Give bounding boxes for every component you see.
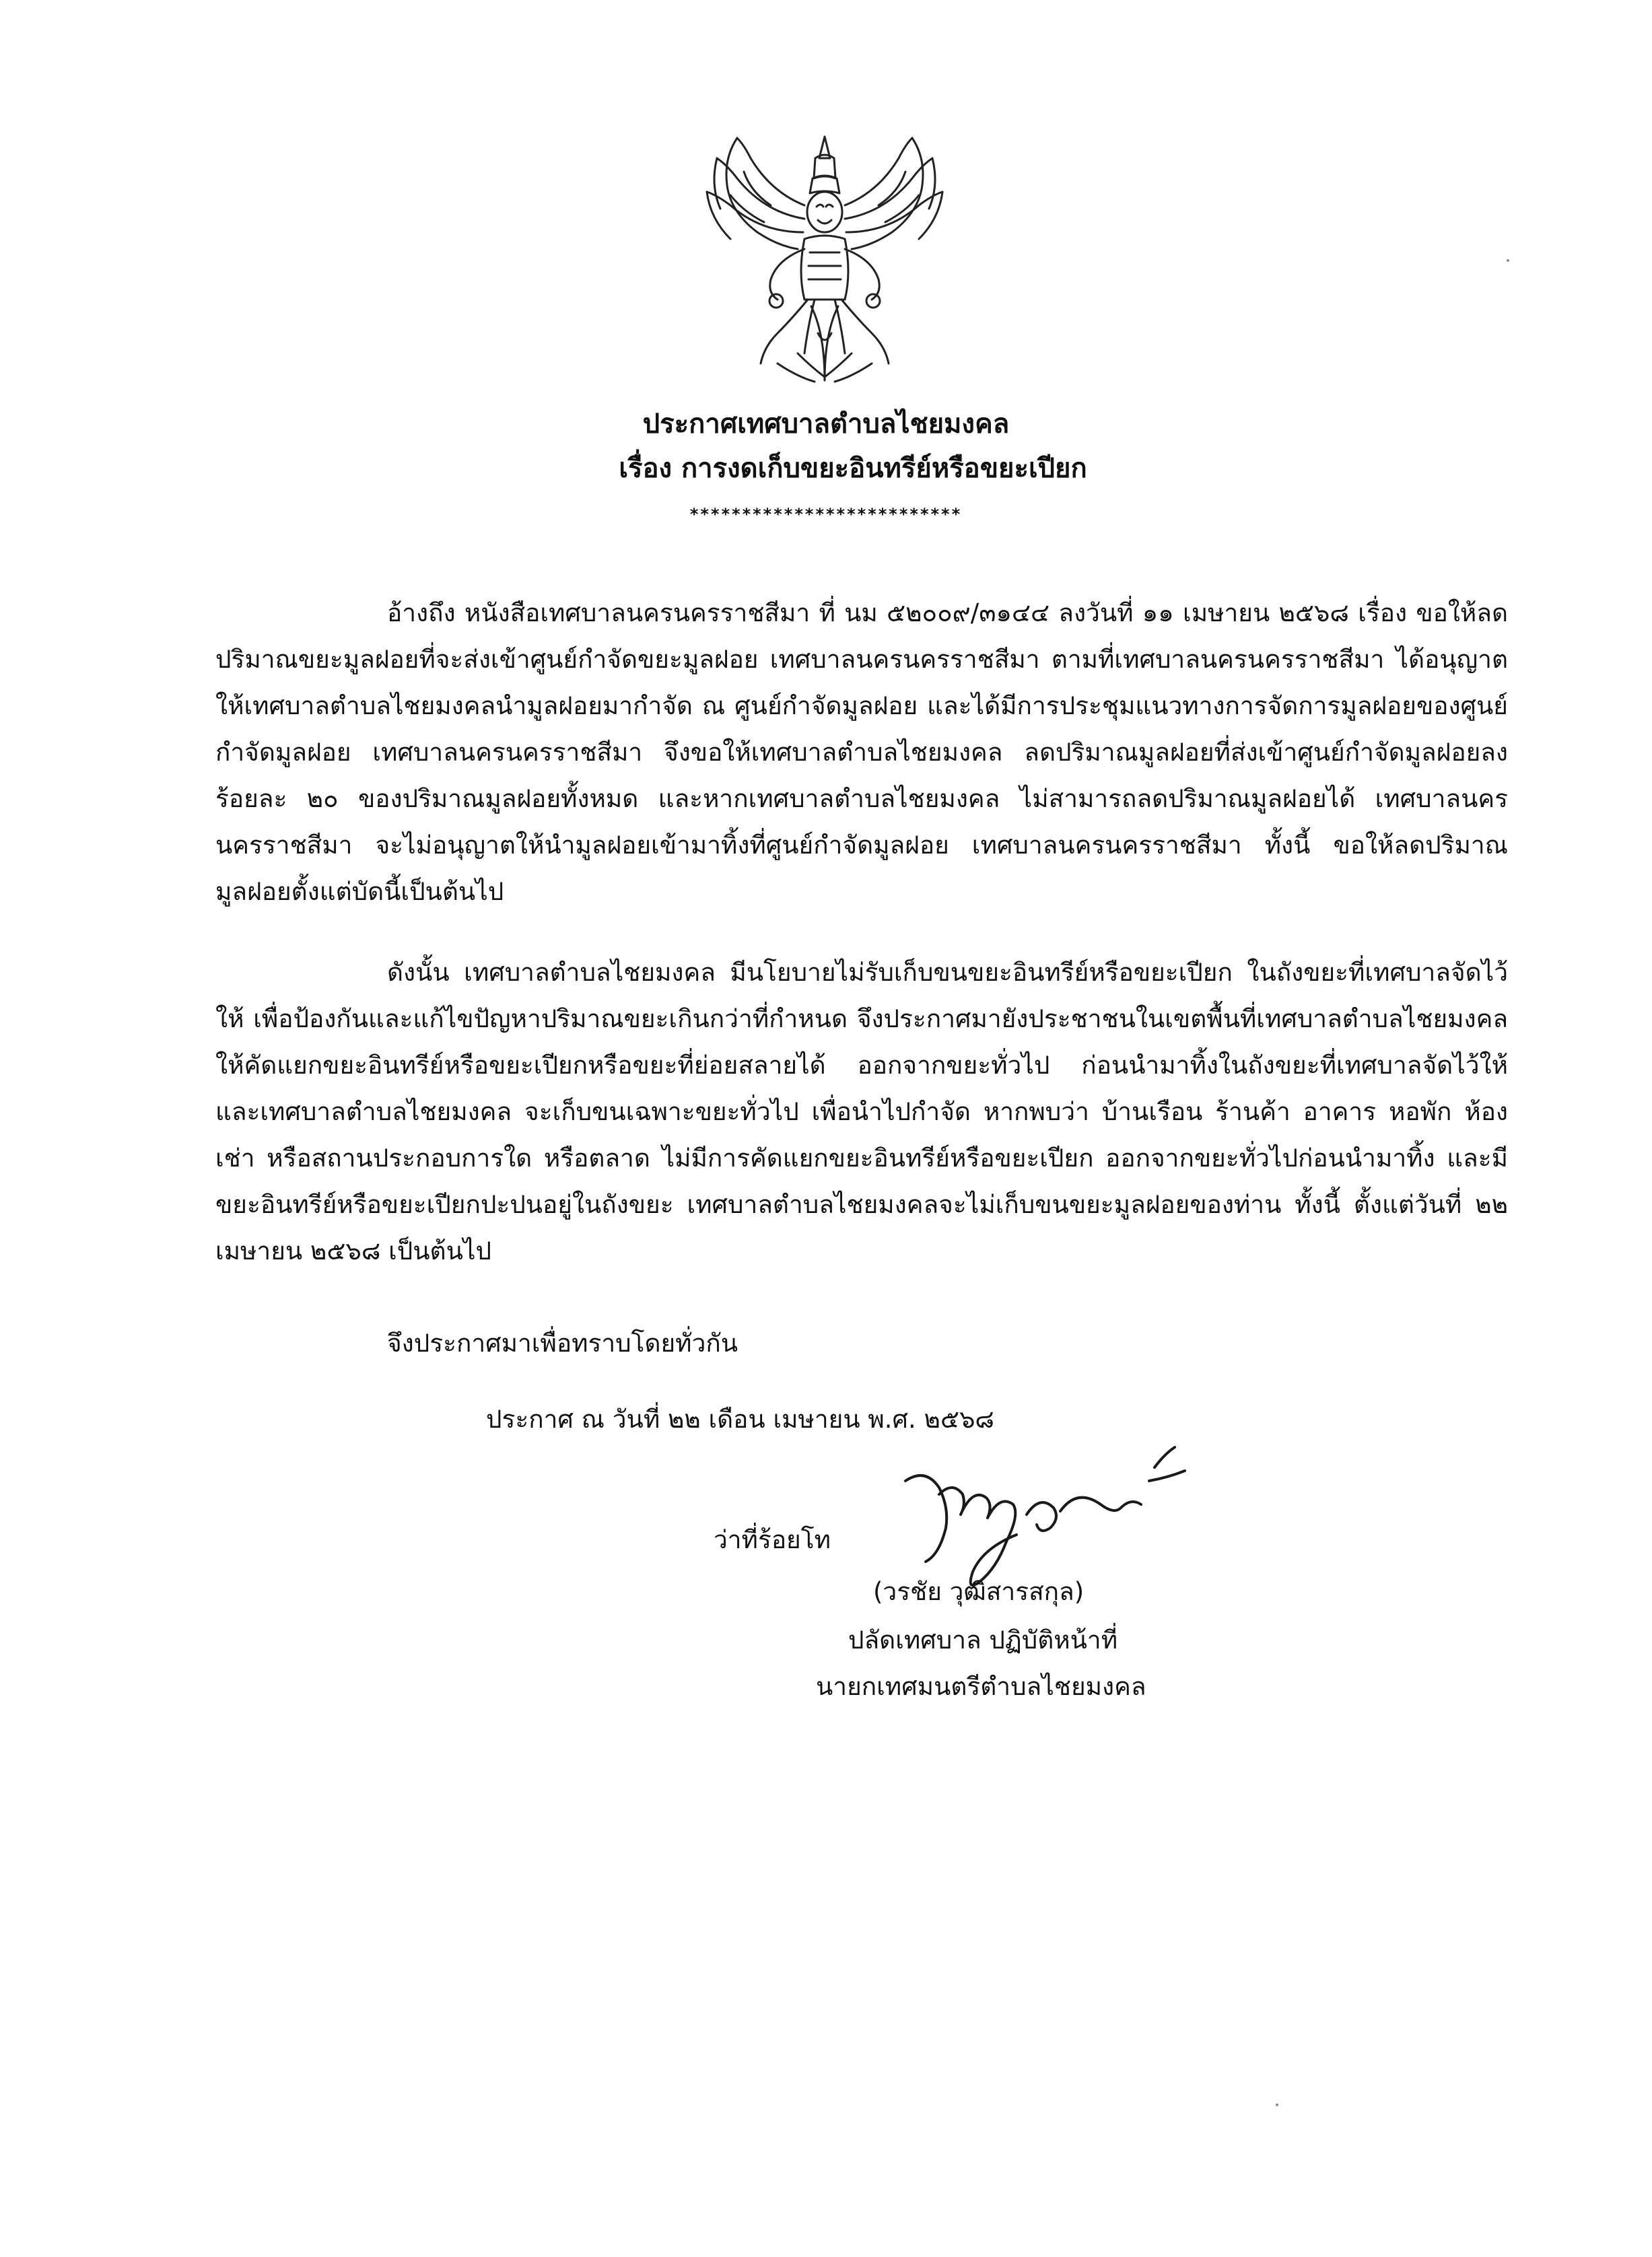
handwritten-signature-icon [899,1440,1188,1595]
body-paragraph-policy: ดังนั้น เทศบาลตำบลไชยมงคล มีนโยบายไม่รับเก็บขนขยะอินทรีย์หรือขยะเปียก ในถังขยะที่เทศบาลจัดไว้ให้ เพื่อป้องกันและแก้ไขปัญหาปริมาณขยะเกินกว่าที่กำหนด จึงประกาศมายังประชาชนในเขตพื้นที่เทศบาลตำบลไชยมงคล ให้คัดแยกขยะอินทรีย์หรือขยะเปียกหรือขยะที่ย่อยสลายได้ ออกจากขยะทั่วไป ก่อนนำมาทิ้งในถังขยะที่เทศบาลจัดไว้ให้ และเทศบาลตำบลไชยมงคล จะเก็บขนเฉพาะขยะทั่วไป เพื่อนำไปกำจัด หากพบว่า บ้านเรือน ร้านค้า อาคาร หอพัก ห้องเช่า หรือสถานประกอบการใด หรือตลาด ไม่มีการคัดแยกขยะอินทรีย์หรือขยะเปียก ออกจากขยะทั่วไปก่อนนำมาทิ้ง และมีขยะอินทรีย์หรือขยะเปียกปะปนอยู่ในถังขยะ เทศบาลตำบลไชยมงคลจะไม่เก็บขนขยะมูลฝอยของท่าน ทั้งนี้ ตั้งแต่วันที่ ๒๒ เมษายน ๒๕๖๘ เป็นต้นไป [215,958,1508,1265]
closing-statement: จึงประกาศมาเพื่อทราบโดยทั่วกัน [387,1329,738,1358]
scan-speck [1276,2104,1278,2106]
signatory-rank: ว่าที่ร้อยโท [714,1525,831,1554]
signatory-position-line2: นายกเทศมนตรีตำบลไชยมงคล [816,1672,1146,1701]
signatory-position-line1: ปลัดเทศบาล ปฏิบัติหน้าที่ [848,1626,1118,1655]
signatory-name: (วรชัย วุฒิสารสกุล) [873,1577,1085,1606]
body-paragraph-reference: อ้างถึง หนังสือเทศบาลนครนครราชสีมา ที่ นม ๕๒๐๐๙/๓๑๔๔ ลงวันที่ ๑๑ เมษายน ๒๕๖๘ เรื่อง ขอให้ลดปริมาณขยะมูลฝอยที่จะส่งเข้าศูนย์กำจัดขยะมูลฝอย เทศบาลนครนครราชสีมา ตามที่เทศบาลนครนครราชสีมา ได้อนุญาตให้เทศบาลตำบลไชยมงคลนำมูลฝอยมากำจัด ณ ศูนย์กำจัดมูลฝอย และได้มีการประชุมแนวทางการจัดการมูลฝอยของศูนย์กำจัดมูลฝอย เทศบาลนครนครราชสีมา จึงขอให้เทศบาลตำบลไชยมงคล ลดปริมาณมูลฝอยที่ส่งเข้าศูนย์กำจัดมูลฝอยลงร้อยละ ๒๐ ของปริมาณมูลฝอยทั้งหมด และหากเทศบาลตำบลไชยมงคล ไม่สามารถลดปริมาณมูลฝอยได้ เทศบาลนครนครราชสีมา จะไม่อนุญาตให้นำมูลฝอยเข้ามาทิ้งที่ศูนย์กำจัดมูลฝอย เทศบาลนครนครราชสีมา ทั้งนี้ ขอให้ลดปริมาณมูลฝอยตั้งแต่บัดนี้เป็นต้นไป [215,598,1508,906]
garuda-emblem-icon [697,131,953,384]
separator-line: ************************** [689,505,963,524]
document-subject: เรื่อง การงดเก็บขยะอินทรีย์หรือขยะเปียก [619,453,1087,484]
document-title: ประกาศเทศบาลตำบลไชยมงคล [642,409,1010,440]
scan-speck [1507,259,1509,262]
announcement-date: ประกาศ ณ วันที่ ๒๒ เดือน เมษายน พ.ศ. ๒๕๖๘ [486,1405,994,1434]
